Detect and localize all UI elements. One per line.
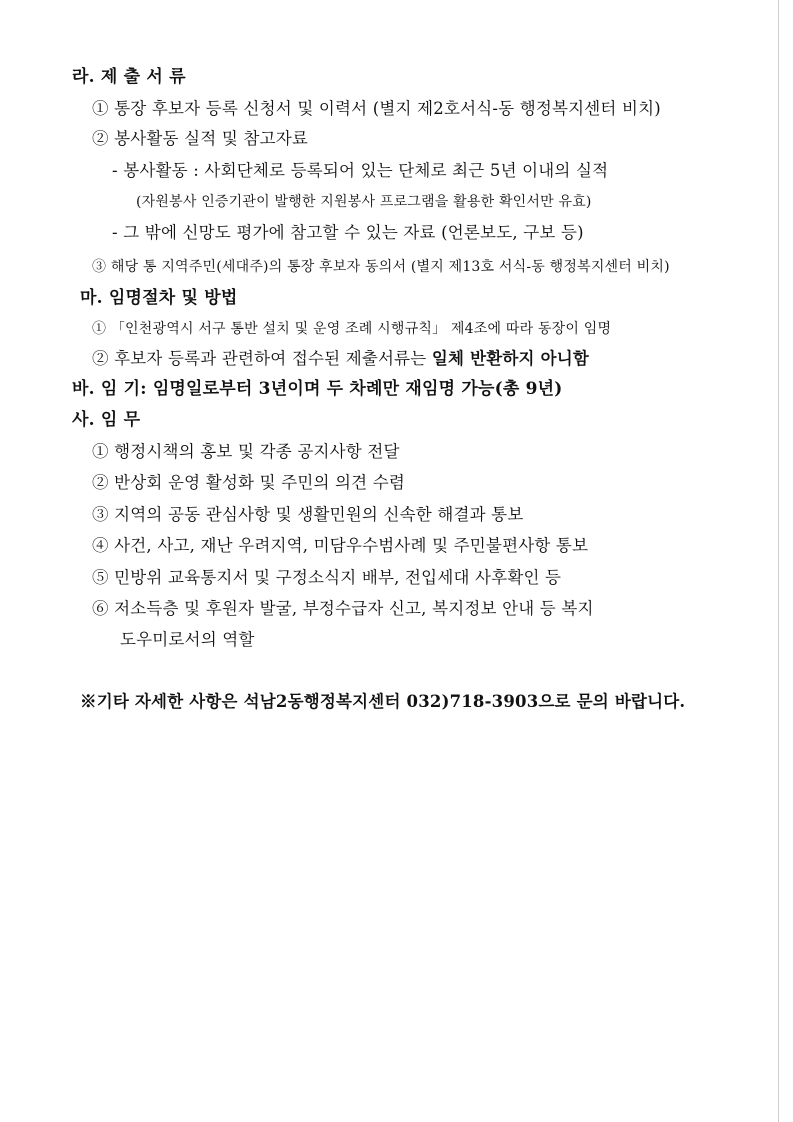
duties-item-6: ⑥ 저소득층 및 후원자 발굴, 부정수급자 신고, 복지정보 안내 등 복지 <box>92 599 594 618</box>
appointment-item-1: ① 「인천광역시 서구 통반 설치 및 운영 조례 시행규칙」 제4조에 따라 동장이 임명 <box>92 321 612 337</box>
section-heading-duties: 사. 임 무 <box>72 410 141 430</box>
section-heading-term: 바. 임 기: 임명일로부터 3년이며 두 차례만 재임명 가능(총 9년) <box>72 379 563 399</box>
documents-item-3: ③ 해당 통 지역주민(세대주)의 통장 후보자 동의서 (별지 제13호 서식-동 행정복지센터 비치) <box>92 259 670 275</box>
appointment-item-2-text: ② 후보자 등록과 관련하여 접수된 제출서류는 <box>92 349 432 368</box>
documents-item-2: ② 봉사활동 실적 및 참고자료 <box>92 129 309 148</box>
section-heading-appointment: 마. 임명절차 및 방법 <box>80 288 238 308</box>
duties-item-5: ⑤ 민방위 교육통지서 및 구정소식지 배부, 전입세대 사후확인 등 <box>92 568 562 587</box>
documents-subitem-volunteer: - 봉사활동 : 사회단체로 등록되어 있는 단체로 최근 5년 이내의 실적 <box>112 161 609 180</box>
documents-subitem-other: - 그 밖에 신망도 평가에 참고할 수 있는 자료 (언론보도, 구보 등) <box>112 223 584 242</box>
duties-item-6-continued: 도우미로서의 역할 <box>120 630 255 649</box>
appointment-item-2 <box>92 348 589 370</box>
appointment-item-2-emphasis: 일체 반환하지 아니함 <box>431 349 590 368</box>
duties-item-4: ④ 사건, 사고, 재난 우려지역, 미담우수범사례 및 주민불편사항 통보 <box>92 536 589 555</box>
section-heading-documents: 라. 제 출 서 류 <box>72 67 186 87</box>
duties-item-2: ② 반상회 운영 활성화 및 주민의 의견 수렴 <box>92 473 406 492</box>
duties-item-1: ① 행정시책의 홍보 및 각종 공지사항 전달 <box>92 442 400 461</box>
page-edge-line <box>778 0 779 1122</box>
contact-note: ※기타 자세한 사항은 석남2동행정복지센터 032)718-3903으로 문의 바랍니다. <box>80 692 686 711</box>
duties-item-3: ③ 지역의 공동 관심사항 및 생활민원의 신속한 해결과 통보 <box>92 505 524 524</box>
documents-item-1: ① 통장 후보자 등록 신청서 및 이력서 (별지 제2호서식-동 행정복지센터 비치) <box>92 99 661 118</box>
documents-subitem-volunteer-note: (자원봉사 인증기관이 발행한 지원봉사 프로그램을 활용한 확인서만 유효) <box>136 194 592 210</box>
